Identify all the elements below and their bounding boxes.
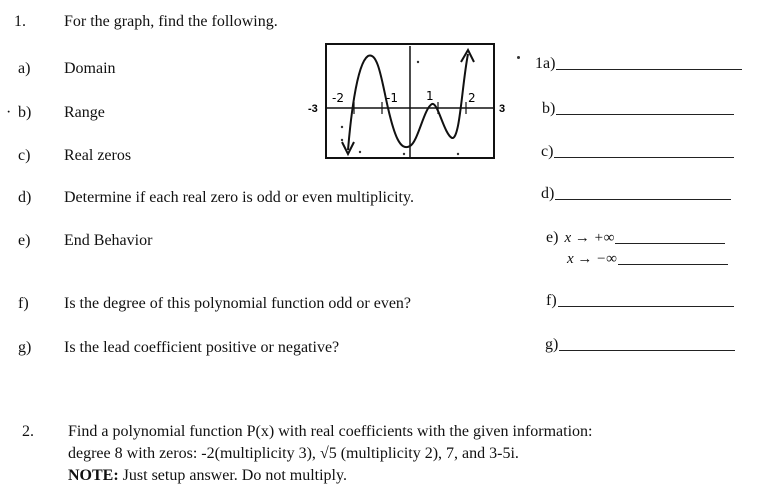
problem-2-line-2b: (multiplicity 2), 7, and 3-5i. — [336, 445, 519, 462]
problem-1-prompt: For the graph, find the following. — [64, 13, 278, 30]
item-c-text: Real zeros — [64, 147, 132, 164]
problem-2-line-2a: degree 8 with zeros: -2(multiplicity 3), — [68, 445, 320, 462]
tick-label-neg1: -1 — [386, 91, 398, 105]
end-behavior-neg: x → −∞ — [567, 251, 617, 267]
tick-label-2: 2 — [468, 91, 476, 105]
polynomial-curve — [348, 54, 468, 150]
tick-label-1: 1 — [426, 89, 434, 103]
answer-f — [546, 292, 734, 310]
item-f-text: Is the degree of this polynomial function odd or even? — [64, 295, 412, 312]
item-g-letter: g) — [18, 339, 32, 356]
problem-2-line-2 — [68, 443, 519, 465]
graph-svg — [308, 42, 508, 168]
item-f-letter: f) — [18, 295, 29, 312]
item-d-letter: d) — [18, 189, 32, 206]
item-g-text: Is the lead coefficient positive or negative? — [64, 339, 340, 356]
stray-dot — [517, 56, 520, 59]
problem-2-line-1: Find a polynomial function P(x) with real coefficients with the given information: — [68, 423, 593, 440]
answer-f-line[interactable] — [558, 305, 734, 307]
answer-g-line[interactable] — [559, 349, 735, 351]
problem-2-note — [68, 465, 347, 487]
answer-c-line[interactable] — [554, 156, 734, 158]
note-label: NOTE: — [68, 467, 119, 484]
answer-e-label: e) — [546, 229, 559, 246]
item-a-letter: a) — [18, 60, 31, 77]
item-e-text: End Behavior — [64, 232, 153, 249]
item-b-letter: b) — [18, 104, 32, 121]
answer-e-line-2[interactable] — [618, 263, 728, 265]
answer-g — [545, 336, 735, 354]
answer-e-1 — [546, 229, 725, 247]
answer-a-line[interactable] — [556, 68, 742, 70]
answer-a-label: 1a) — [535, 55, 556, 72]
tick-label-neg2: -2 — [332, 91, 344, 105]
item-c-letter: c) — [18, 147, 31, 164]
problem-2-number: 2. — [22, 423, 34, 440]
answer-b-label: b) — [542, 100, 556, 117]
answer-e-line-1[interactable] — [615, 242, 725, 244]
answer-d-line[interactable] — [555, 198, 731, 200]
answer-b — [542, 100, 734, 118]
item-d-text: Determine if each real zero is odd or even multiplicity. — [64, 189, 414, 206]
answer-f-label: f) — [546, 292, 557, 309]
end-behavior-pos: x → +∞ — [564, 230, 615, 246]
x-right-label: 3 — [499, 103, 506, 115]
bullet-mark: · — [6, 104, 12, 121]
problem-1-number: 1. — [14, 13, 26, 30]
answer-c — [541, 143, 734, 161]
answer-c-label: c) — [541, 143, 554, 160]
answer-d-label: d) — [541, 185, 555, 202]
x-left-label: -3 — [308, 103, 318, 115]
sqrt-five: √5 — [319, 445, 337, 462]
polynomial-graph — [308, 42, 508, 168]
answer-e-2 — [567, 251, 728, 268]
answer-a — [535, 55, 742, 73]
note-text: Just setup answer. Do not multiply. — [118, 467, 347, 484]
answer-b-line[interactable] — [556, 113, 734, 115]
answer-g-label: g) — [545, 336, 559, 353]
item-a-text: Domain — [64, 60, 116, 77]
answer-d — [541, 185, 731, 203]
item-e-letter: e) — [18, 232, 31, 249]
item-b-text: Range — [64, 104, 105, 121]
